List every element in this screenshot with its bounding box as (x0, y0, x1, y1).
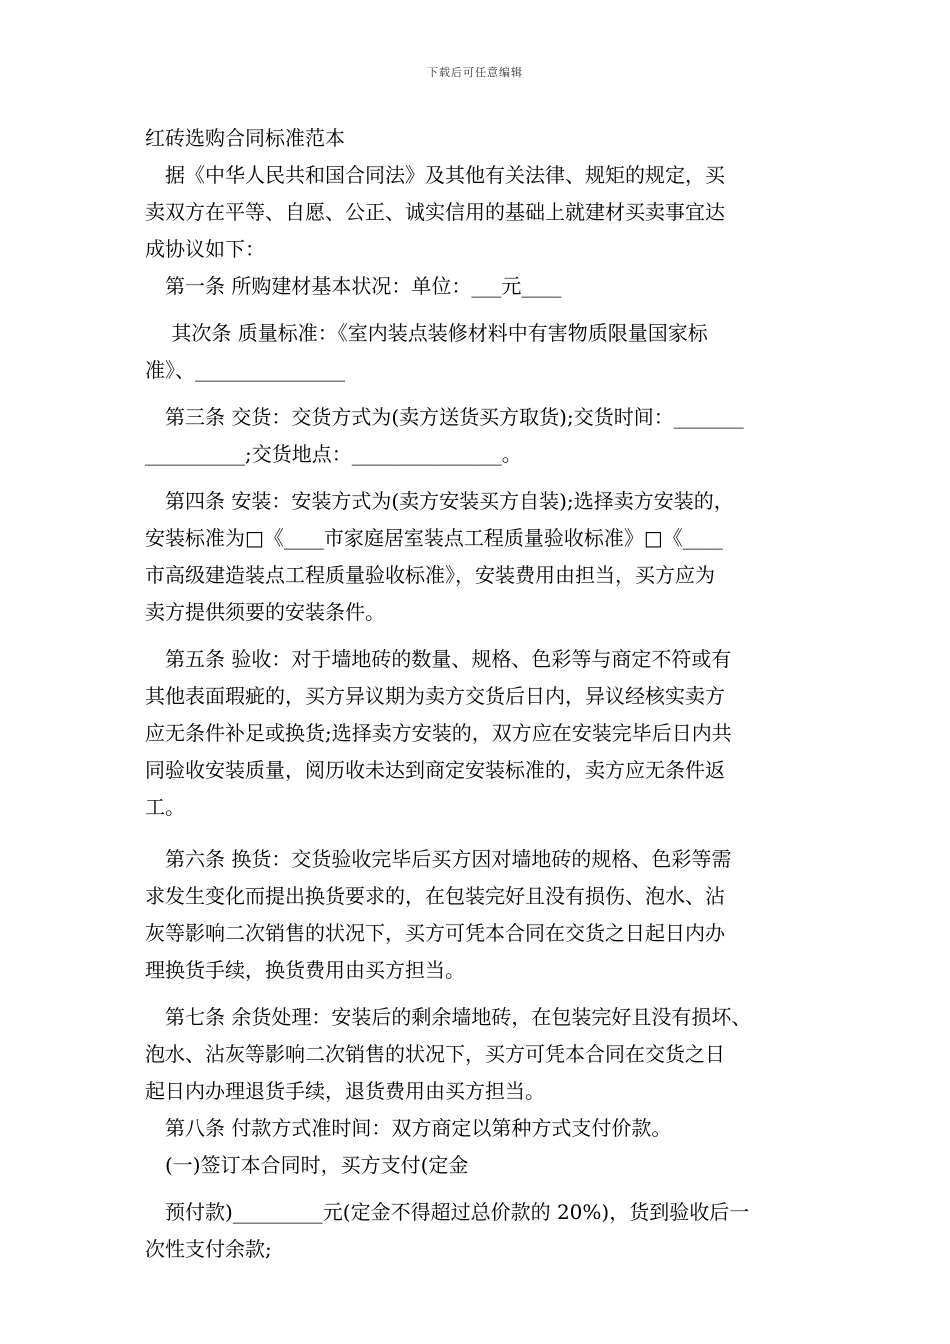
clause-line: (一)签订本合同时，买方支付(定金 (145, 1153, 469, 1177)
clause-line: 第五条 验收：对于墙地砖的数量、规格、色彩等与商定不符或有 (145, 647, 732, 671)
clause-line: 工。 (145, 795, 185, 819)
clause-line: 其次条 质量标准：《室内装点装修材料中有害物质限量国家标 (145, 321, 708, 345)
clause-line: 卖方提供须要的安装条件。 (145, 600, 385, 624)
clause-line: 第七条 余货处理：安装后的剩余墙地砖，在包装完好且没有损坏、 (145, 1005, 752, 1029)
clause-line: 理换货手续，换货费用由买方担当。 (145, 958, 465, 982)
clause-line: 同验收安装质量，阅历收未达到商定安装标准的，卖方应无条件返 (145, 758, 725, 782)
clause-line: 其他表面瑕疵的，买方异议期为卖方交货后日内，异议经核实卖方 (145, 684, 725, 708)
document-body (145, 120, 825, 1268)
clause-line: 安装标准为□《____市家庭居室装点工程质量验收标准》□《____ (145, 526, 723, 550)
clause-line: 泡水、沾灰等影响二次销售的状况下，买方可凭本合同在交货之日 (145, 1042, 725, 1066)
clause-line: 第一条 所购建材基本状况：单位：___元____ (145, 274, 562, 298)
clause-line: 第三条 交货：交货方式为(卖方送货买方取货);交货时间：_______ (145, 405, 744, 429)
clause-line: 起日内办理退货手续，退货费用由买方担当。 (145, 1079, 545, 1103)
clause-line: __________;交货地点：_______________。 (145, 442, 522, 466)
paragraph-line: 成协议如下： (145, 237, 265, 261)
clause-line: 次性支付余款; (145, 1237, 272, 1261)
paragraph-line: 卖双方在平等、自愿、公正、诚实信用的基础上就建材买卖事宜达 (145, 200, 725, 224)
document-title: 红砖选购合同标准范本 (145, 126, 345, 150)
paragraph-line: 据《中华人民共和国合同法》及其他有关法律、规矩的规定，买 (145, 163, 725, 187)
clause-line: 市高级建造装点工程质量验收标准》，安装费用由担当，买方应为 (145, 563, 715, 587)
clause-line: 准》、_______________ (145, 358, 345, 382)
clause-line: 第六条 换货：交货验收完毕后买方因对墙地砖的规格、色彩等需 (145, 847, 732, 871)
clause-line: 预付款)_________元(定金不得超过总价款的 20%)，货到验收后一 (145, 1200, 750, 1224)
clause-line: 应无条件补足或换货;选择卖方安装的，双方应在安装完毕后日内共 (145, 721, 732, 745)
header-note: 下载后可任意编辑 (427, 66, 523, 79)
clause-line: 第八条 付款方式准时间：双方商定以第种方式支付价款。 (145, 1116, 672, 1140)
clause-line: 灰等影响二次销售的状况下，买方可凭本合同在交货之日起日内办 (145, 921, 725, 945)
clause-line: 第四条 安装：安装方式为(卖方安装买方自装);选择卖方安装的， (145, 489, 734, 513)
clause-line: 求发生变化而提出换货要求的，在包装完好且没有损伤、泡水、沾 (145, 884, 725, 908)
